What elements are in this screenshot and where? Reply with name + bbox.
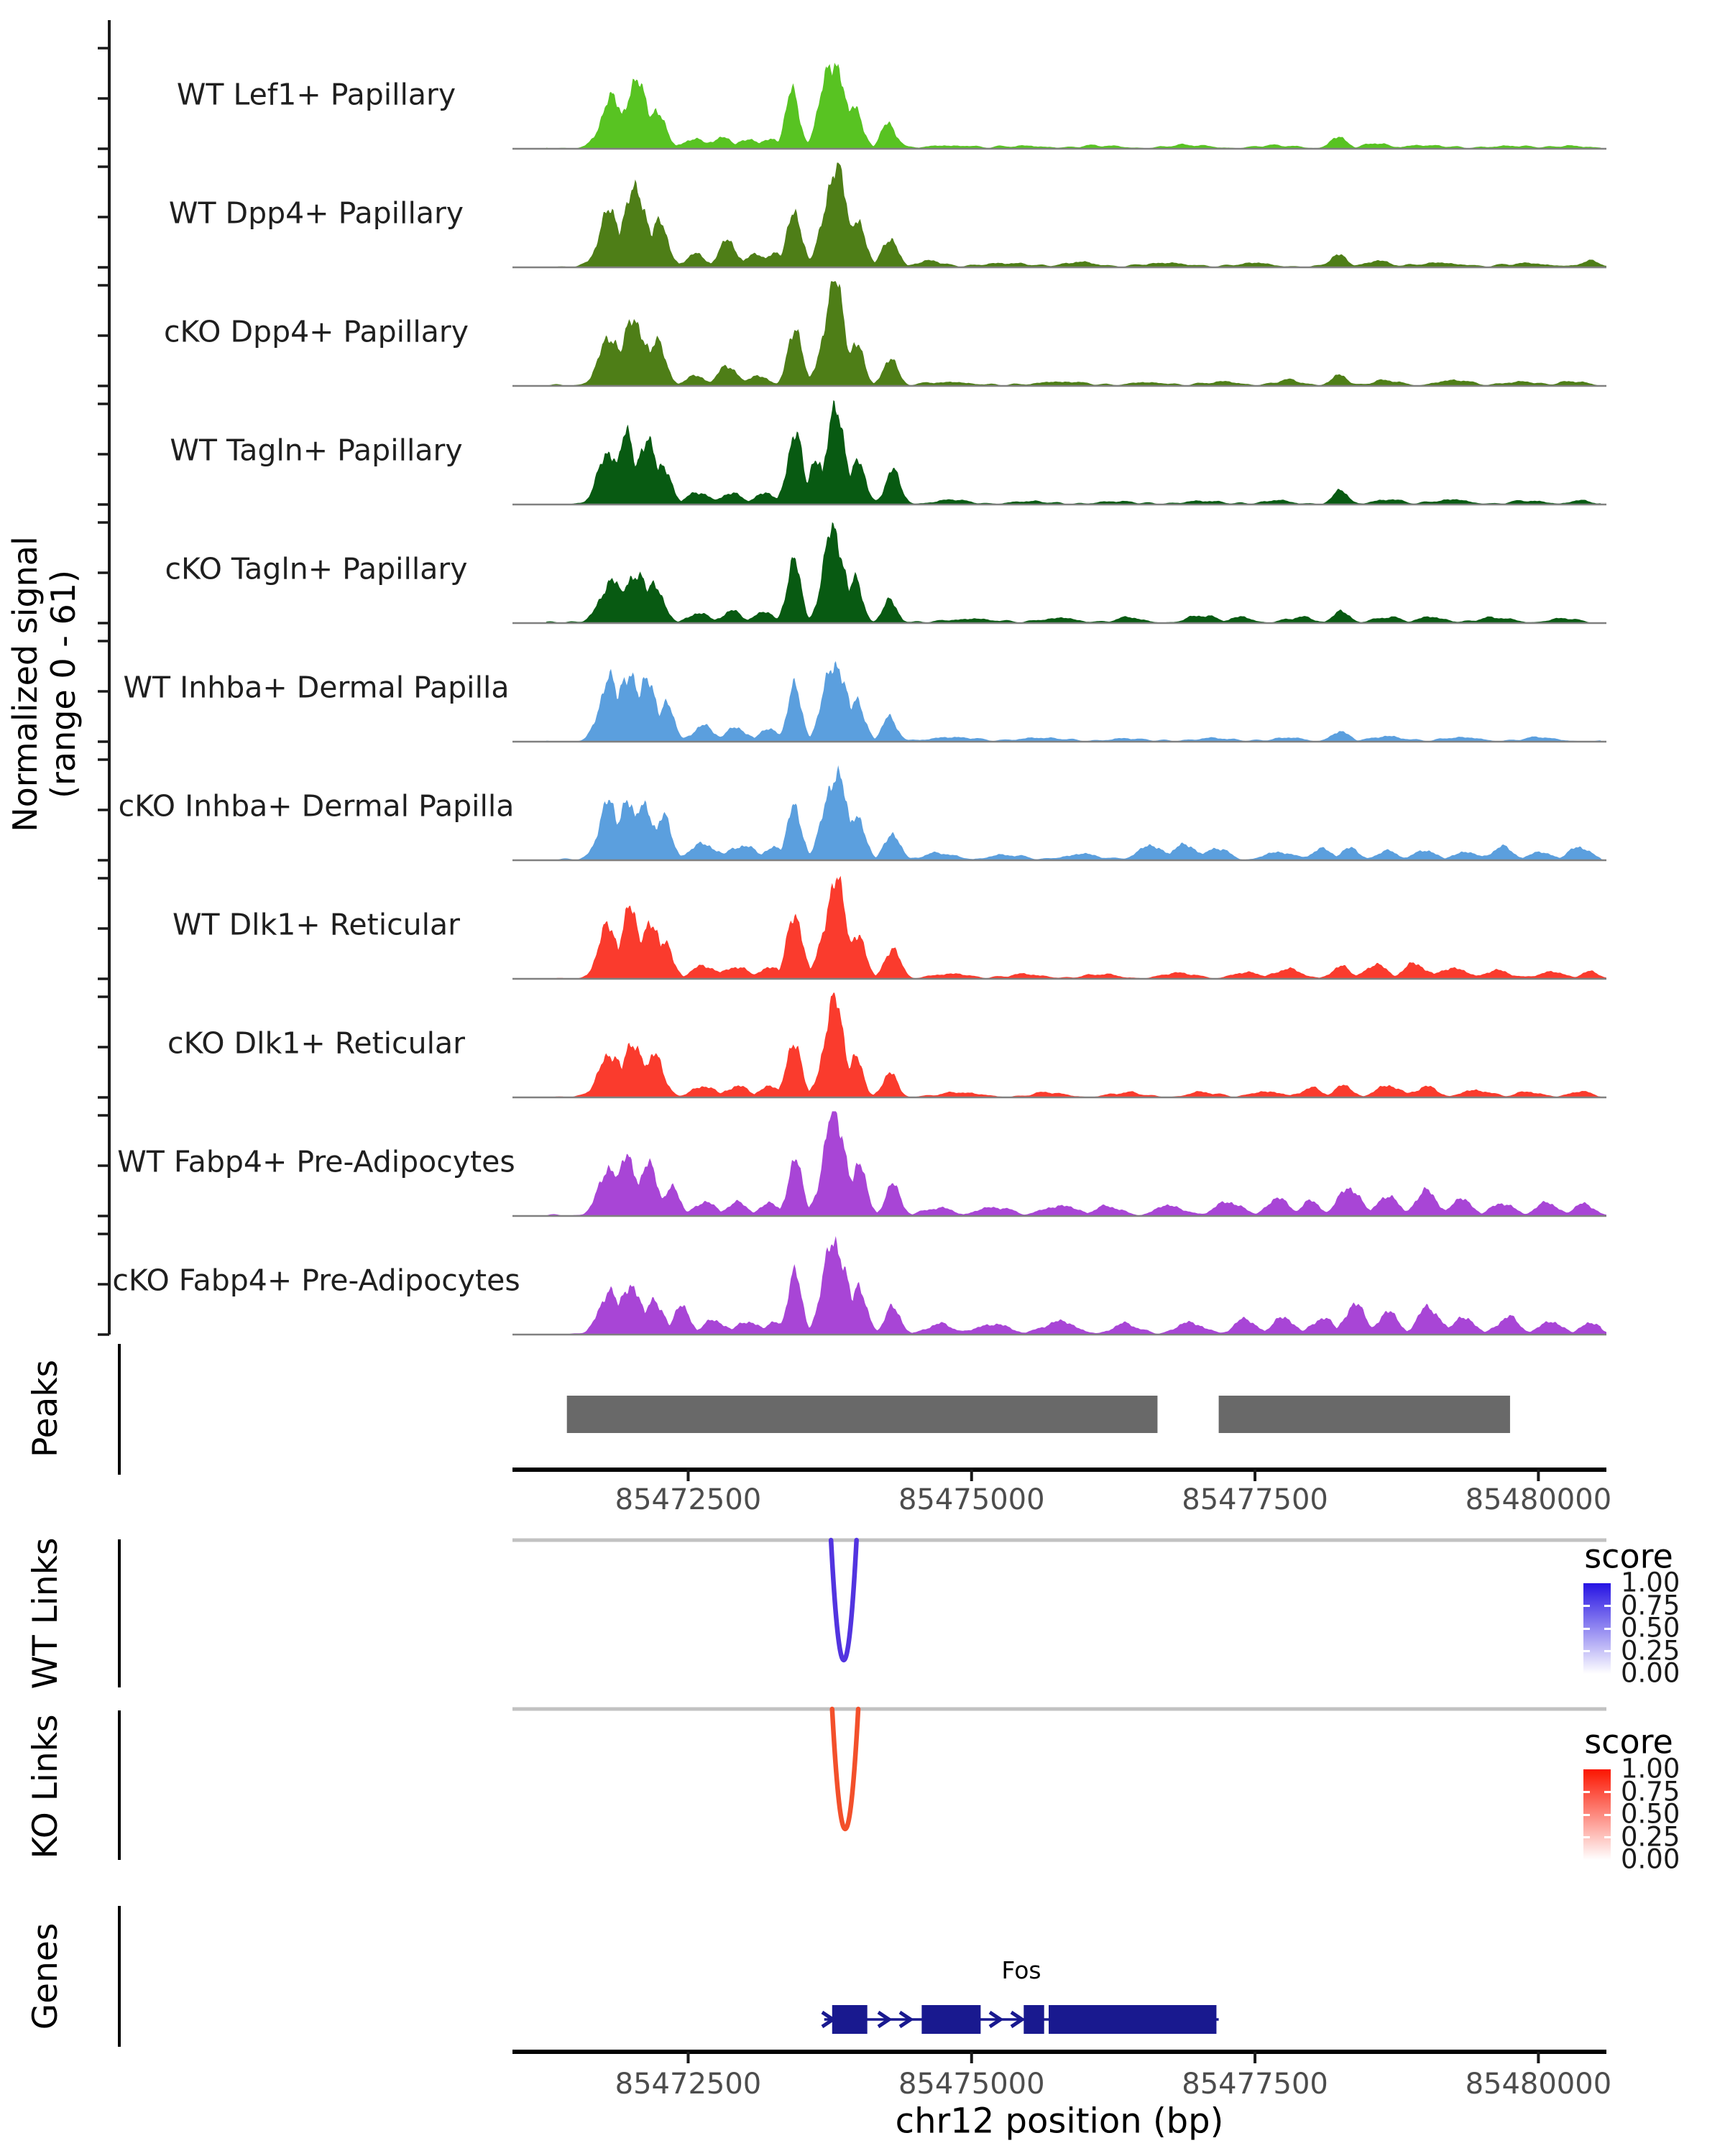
gene-exon (832, 2005, 868, 2034)
genes-section-label: Genes (25, 1922, 65, 2030)
gene-exon (1049, 2005, 1216, 2034)
coverage-track-area (512, 522, 1606, 623)
gene-name-label: Fos (1001, 1956, 1041, 1985)
ko-link-curve (832, 1709, 858, 1829)
gene-exon (1024, 2005, 1044, 2034)
ko-score-legend-title: score (1584, 1722, 1673, 1761)
genome-axis-upper-tick-label: 85472500 (615, 1483, 762, 1516)
score-legend-tick-label: 0.00 (1621, 1843, 1680, 1875)
colorbar-tick-notch (1604, 1628, 1611, 1630)
score-legend-tick-label: 1.00 (1621, 1753, 1680, 1784)
score-legend-tick-label: 0.25 (1621, 1821, 1680, 1853)
colorbar-tick-notch (1583, 1628, 1590, 1630)
wt-links-section-label: WT Links (25, 1537, 65, 1690)
track-label: cKO Dpp4+ Papillary (163, 314, 469, 349)
colorbar-tick-notch (1583, 1605, 1590, 1607)
wt-link-curve (831, 1540, 856, 1660)
score-legend-tick-label: 0.00 (1621, 1657, 1680, 1689)
colorbar-tick-notch (1604, 1650, 1611, 1652)
track-label: cKO Fabp4+ Pre-Adipocytes (112, 1263, 520, 1298)
score-legend-tick-label: 0.75 (1621, 1776, 1680, 1807)
genome-axis-lower-tick-label: 85475000 (898, 2068, 1045, 2101)
ko-score-colorbar (1583, 1769, 1611, 1860)
y-axis-label (6, 536, 83, 832)
genome-axis-upper-tick-label: 85480000 (1465, 1483, 1612, 1516)
coverage-track-area (512, 162, 1606, 267)
track-label: WT Dpp4+ Papillary (168, 195, 464, 231)
colorbar-tick-notch (1583, 1650, 1590, 1652)
coverage-track-area (512, 281, 1606, 386)
x-axis-title: chr12 position (bp) (895, 2101, 1224, 2142)
score-legend-tick-label: 1.00 (1621, 1567, 1680, 1598)
peak-bar (1219, 1396, 1510, 1433)
coverage-track-area (512, 765, 1606, 860)
track-label: WT Dlk1+ Reticular (172, 907, 461, 942)
score-legend-tick-label: 0.50 (1621, 1612, 1680, 1644)
wt-score-colorbar (1583, 1583, 1611, 1674)
track-label: cKO Inhba+ Dermal Papilla (118, 788, 515, 824)
colorbar-tick-notch (1583, 1836, 1590, 1838)
colorbar-tick-notch (1604, 1791, 1611, 1793)
colorbar-tick-notch (1604, 1605, 1611, 1607)
coverage-track-area (512, 400, 1606, 505)
peaks-section-label: Peaks (25, 1359, 65, 1458)
score-legend-tick-label: 0.25 (1621, 1635, 1680, 1667)
track-label: cKO Tagln+ Papillary (165, 551, 468, 586)
colorbar-tick-notch (1604, 1836, 1611, 1838)
coverage-track-area (512, 1111, 1606, 1216)
colorbar-tick-notch (1583, 1791, 1590, 1793)
gene-exon (921, 2005, 980, 2034)
track-label: WT Lef1+ Papillary (176, 77, 456, 112)
track-label: cKO Dlk1+ Reticular (167, 1026, 465, 1061)
coverage-track-area (512, 1236, 1606, 1335)
wt-score-legend-title: score (1584, 1537, 1673, 1576)
ko-links-section-label: KO Links (25, 1714, 65, 1859)
genome-axis-upper-tick-label: 85477500 (1182, 1483, 1328, 1516)
y-axis-label-line2: (range 0 - 61) (44, 570, 83, 798)
coverage-track-area (512, 992, 1606, 1097)
coverage-track-area (512, 63, 1606, 149)
genome-axis-lower-tick-label: 85472500 (615, 2068, 762, 2101)
track-label: WT Tagln+ Papillary (170, 433, 463, 468)
track-label: WT Inhba+ Dermal Papilla (123, 670, 510, 705)
peak-bar (567, 1396, 1158, 1433)
score-legend-tick-label: 0.75 (1621, 1590, 1680, 1621)
colorbar-tick-notch (1583, 1814, 1590, 1816)
genome-axis-lower-tick-label: 85477500 (1182, 2068, 1328, 2101)
genome-axis-lower-tick-label: 85480000 (1465, 2068, 1612, 2101)
y-axis-label-line1: Normalized signal (6, 536, 45, 832)
track-label: WT Fabp4+ Pre-Adipocytes (117, 1144, 515, 1179)
coverage-track-area (512, 876, 1606, 979)
coverage-track-area (512, 661, 1606, 742)
colorbar-tick-notch (1604, 1814, 1611, 1816)
score-legend-tick-label: 0.50 (1621, 1798, 1680, 1830)
genome-axis-upper-tick-label: 85475000 (898, 1483, 1045, 1516)
